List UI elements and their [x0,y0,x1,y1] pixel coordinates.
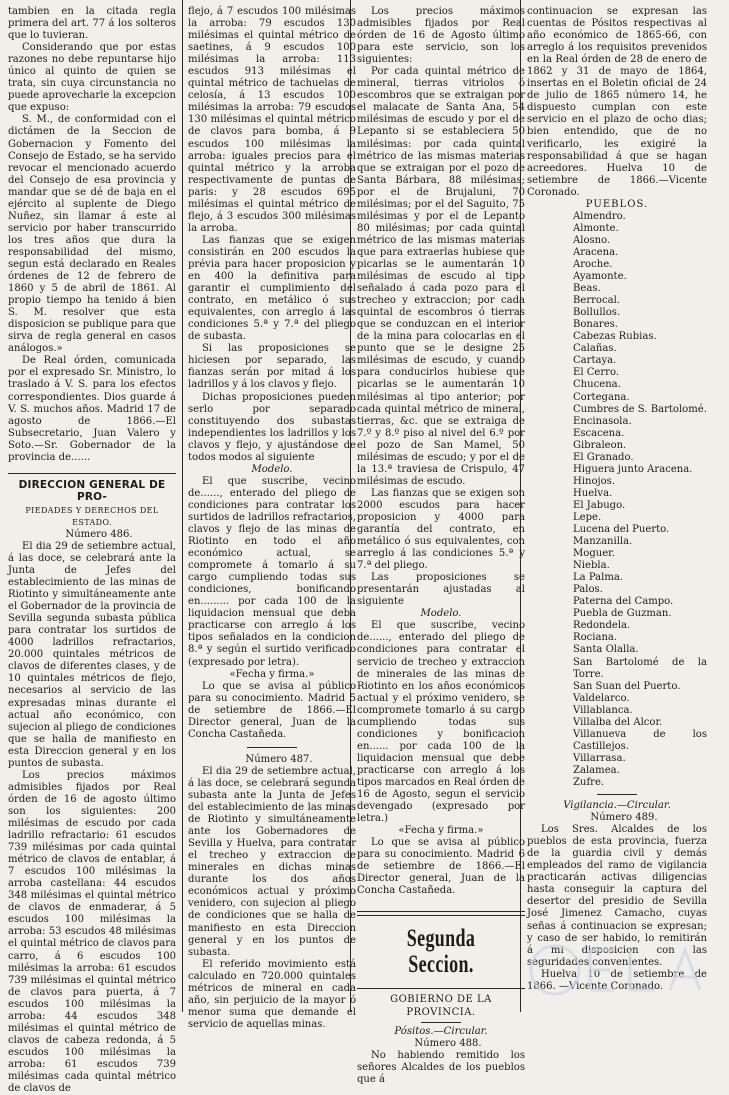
pueblo-item: Cartaya. [573,355,617,367]
pueblo-item: Bollullos. [573,307,621,319]
paragraph: El referido movimiento está calculado en 720.000 quintales métricos de mineral en cada año, sin perjuicio de la mayor ó menor suma que demande el servicio de aquellas minas. [188,958,356,1030]
pueblo-item: Ayamonte. [573,271,627,283]
pueblo-item: Valdelarco. [573,692,630,704]
circular-label: Vigilancia.—Circular. [563,800,671,812]
government-heading: GOBIERNO DE LA PROVINCIA. [390,994,492,1018]
pueblo-item: La Palma. [573,572,624,584]
paragraph: Lo que se avisa al público para su conocimiento. Madrid 5 de setiembre de 1866.—El Director general, Juan de la Concha Castañeda. [188,680,356,740]
pueblo-item: Hinojos. [573,475,616,487]
paragraph: De Real órden, comunicada por el expresado Sr. Ministro, lo traslado á V. S. para los efectos correspondientes. Dios guarde á V. S. muchos años. Madrid 17 de agosto de 1866.—El Subsecretario, Juan Valero y Soto.—Sr. Gobernador de la provincia de...... [8,355,176,463]
divider [421,1022,461,1023]
section-subheading: PIEDADES Y DERECHOS DEL ESTADO. [25,505,159,527]
pueblo-item: Rociana. [573,632,618,644]
divider [357,911,525,916]
paragraph: flejo, á 7 escudos 100 milésimas la arroba: 79 escudos 130 milésimas el quintal métrico de saetines, á 9 escudos 100 milésimas la arroba: 113 escudos 913 milésimas el quintal métrico de tachuelas de celosía, á 13 escudos 100 milésimas la arroba: 79 escudos 130 milésimas el quintal métrico de clavos para bomba, á 9 escudos 100 milésimas la arroba: iguales precios para el quintal métrico y la arroba respectivamente de puntas de paris: y 28 escudos 695 milésimas el quintal métrico de flejo, á 3 escudos 300 milésimas la arroba. [188,6,356,234]
pueblo-item: Encinasola. [573,415,632,427]
pueblo-item: Cumbres de S. Bartolomé. [573,403,707,415]
pueblo-item: Zufre. [573,777,605,788]
model-heading: Modelo. [251,463,293,475]
paragraph: Huelva 10 de setiembre de 1866. —Vicente Coronado. [527,968,707,992]
pueblo-item: Villalba del Alcor. [573,716,663,728]
pueblo-item: Moguer. [573,548,616,560]
pueblo-item: Alosno. [573,234,611,246]
paragraph: Los Sres. Alcaldes de los pueblos de esta provincia, fuerza de la guardia civil y demás empleados del ramo de vigilancia practicarán activas diligencias hasta conseguir la captura del desertor del presidio de Sevilla José Jimenez Camacho, cuyas señas á continuacion se expresan; y caso de ser habido, lo remitirán á mi disposicion con las seguridades convenientes. [527,824,707,968]
paragraph: Los precios máximos admisibles fijados por Real órden de 16 de agosto último son los siguientes: 200 milésimas de escudo por cada ladrillo refractario: 61 escudos 739 milésimas por cada quintal métrico de clavos de entablar, á 7 escudos 100 milésimas la arroba castellana: 44 escudos 348 milésimas el quintal métrico de clavos de enmaderar, á 5 escudos 100 milésimas la arroba: 53 escudos 48 milésimas el quintal métrico de clavos para carro, á 6 escudos 100 milésimas la arroba: 61 escudos 739 milésimas el quintal métrico de clavos para puerta, á 7 escudos 100 milésimas la arroba: 44 escudos 348 milésimas el quintal métrico de clavos de cabeza redonda, á 5 escudos 100 milésimas la arroba: 61 escudos 739 milésimas cada quintal métrico de clavos de [8,769,176,1095]
pueblo-item: Redondela. [573,620,631,632]
pueblo-item: Berrocal. [573,295,621,307]
pueblos-list [527,211,707,789]
pueblo-item: Zalamea. [573,764,620,776]
pueblo-item: Calañas. [573,343,617,355]
paragraph: Lo que se avisa al público para su conocimiento. Madrid 6 de setiembre de 1866.—El Director general, Juan de la Concha Castañeda. [357,837,525,897]
divider [597,794,637,795]
section-title: Segunda Seccion. [406,925,476,979]
divider [357,988,525,989]
pueblo-item: Villarrasa. [573,752,626,764]
paragraph: El que suscribe, vecino de......, enterado del pliego de condiciones para contratar el servicio de trecheo y extraccion de minerales de las minas de Riotinto en los años económicos actual y el próximo venidero, se compromete tomarlo á su cargo cumpliendo todas sus condiciones y bonificacion en...... por cada 100 de la liquidacion mensual que debe practicarse con arreglo á los tipos marcados en Real órden de 16 de Agosto, segun el servicio devengado (expresado por letra.) [357,620,525,825]
column-3 [357,6,525,1086]
signature-line: «Fecha y firma.» [398,825,484,837]
pueblo-item: Huelva. [573,487,613,499]
pueblo-item: Aracena. [573,246,619,258]
paragraph: Las proposiciones se presentarán ajustadas al siguiente [357,572,525,608]
pueblo-item: Palos. [573,584,603,596]
pueblo-item: Villanueva de los Castillejos. [573,728,707,752]
column-4 [527,6,707,993]
column-1 [8,6,176,1095]
pueblo-item: Beas. [573,283,601,295]
pueblo-item: Lepe. [573,511,602,523]
paragraph: Las fianzas que se exigen consistirán en 200 escudos la prévia para hacer proposicion y en 400 la definitiva para garantir el cumplimiento del contrato, en metálico ó sus equivalentes, con arreglo á las condiciones 5.ª y 7.ª del pliego de subasta. [188,234,356,343]
pueblo-item: Almendro. [573,210,626,222]
notice-number: Número 486. [65,528,133,540]
pueblo-item: El Jabugo. [573,499,626,511]
paragraph: El que suscribe, vecino de......, enterado del pliego de condiciones para contratar los surtidos de ladrillos refractarios, clavos y flejo de las minas de Riotinto en todo el año económico actual, se compromete á tomarlo á su cargo cumpliendo todas sus condiciones, bonificando en......... por cada 100 de la liquidacion mensual que deba practicarse con arreglo á los tipos señalados en la condicion 8.ª y según el surtido verificado (expresado por letra). [188,475,356,668]
pueblo-item: Higuera junto Aracena. [573,463,693,475]
paragraph: Las fianzas que se exigen son 2000 escudos para hacer proposicion y 4000 para garantía del contrato, en metálico ó sus equivalentes, con arreglo á las condiciones 5.ª y 7.ª del pliego. [357,487,525,572]
pueblo-item: Gibraleon. [573,439,627,451]
circular-label: Pósitos.—Circular. [394,1025,488,1037]
pueblo-item: Cortegana. [573,391,630,403]
pueblo-item: El Granado. [573,451,634,463]
paragraph: El dia 29 de setiembre actual, á las doce, se celebrará ante la Junta de Jefes del establecimiento de las minas de Riotinto y simultáneamente ante el Gobernador de la provincia de Sevilla segunda subasta pública para contratar los surtidos de 4000 ladrillos refractarios, 20.000 quintales métricos de clavos de diferentes clases, y de 10 quintales métricos de flejo, necesarios al servicio de las expresadas minas durante el actual año económico, con sujecion al pliego de condiciones que se halla de manifiesto en esta Direccion general y en los puntos de subasta. [8,540,176,769]
pueblo-item: Puebla de Guzman. [573,608,672,620]
paragraph: Considerando que por estas razones no debe repuntarse hijo único al quinto de quien se trata, sin cuya circunstancia no puede aprovecharle la excepcion que expuso: [8,42,176,114]
pueblo-item: Bonares. [573,319,618,331]
paragraph: S. M., de conformidad con el dictámen de la Seccion de Gobernacion y Fomento del Consejo de Estado, se ha servido revocar el mencionado acuerdo del Consejo de esa provincia y mandar que se dé de baja en el ejército al suplente de Diego Nuñez, sin llamar á este al servicio por haber transcurrido los tres años que dura la responsabilidad del mismo, segun está declarado en Reales órdenes de 12 de febrero de 1860 y 5 de abril de 1861. Al propio tiempo ha tenido á bien S. M. resolver que esta disposicion se publique para que sirva de regla general en casos análogos.» [8,114,176,355]
paragraph: Por cada quintal métrico de mineral, tierras vitriolos ó escombros que se extraigan por el malacate de Santa Ana, 54 milésimas de escudo y por el de Lepanto si se estableciera 50 milésimas: por cada quintal métrico de las mismas materias que se extraigan por el pozo de Santa Bárbara, 88 milésimas; por el de Brujaluni, 70 milésimas; por el del Saguito, 75 milésimas y por el de Lepanto 80 milésimas; por cada quintal métrico de las mismas materias que para extraerlas hubiese que picarlas se le aumentarán 10 milésimas de escudo al tipo señalado á cada pozo para el trecheo y extraccion; por cada quintal de escombros ó tierras que se conduzcan en el interior de la mina para colocarlas en el punto que se le designe 25 milésimas de escudo, y cuando para conducirlos hubiese que picarlas se le aumentarán 10 milésimas al tipo anterior; por cada quintal métrico de mineral, tierras, &c. que se extraiga de 7.º y 8.º piso al nivel del 6.º por el pozo de San Mamel, 50 milésimas de escudo; y por el de la 13.ª traviesa de Crispulo, 47 milésimas de escudo. [357,66,525,487]
paragraph: Si las proposiciones se hiciesen por separado, las fianzas serán por mitad á los ladrillos y á los clavos y flejo. [188,343,356,391]
column-rule [182,0,183,1012]
divider [247,747,297,748]
paragraph: No habiendo remitido los señores Alcaldes de los pueblos que á [357,1049,525,1085]
column-2 [188,6,356,1031]
notice-number: Número 489. [590,812,658,824]
pueblo-item: San Bartolomé de la Torre. [573,656,707,680]
notice-number: Número 488. [414,1037,482,1049]
pueblo-item: Paterna del Campo. [573,596,674,608]
pueblo-item: Santa Olalla. [573,644,639,656]
paragraph: Dichas proposiciones pueden serlo por separado constituyendo dos subastas independientes los ladrillos y los clavos y flejo, y ajustándose de todos modos al siguiente [188,391,356,463]
pueblo-item: El Cerro. [573,367,620,379]
paragraph: continuacion se expresan las cuentas de Pósitos respectivas al año económico de 1865-66, con arreglo á los requisitos prevenidos en la Real órden de 28 de enero de 1862 y 31 de mayo de 1864, insertas en el Boletin oficial de 24 de julio de 1865 número 14, he dispuesto cumplan con este servicio en el plazo de ocho dias; bien entendido, que de no verificarlo, les exigiré la responsabilidad á que se hagan acreedores. Huelva 10 de setiembre de 1866.—Vicente Coronado. [527,6,707,198]
model-heading: Modelo. [420,608,462,620]
pueblo-item: San Suan del Puerto. [573,680,681,692]
pueblo-item: Niebla. [573,560,610,572]
notice-number: Número 487. [245,753,313,765]
pueblo-item: Villablanca. [573,704,633,716]
paragraph: tambien en la citada regla primera del art. 77 á los solteros que lo tuvieran. [8,6,176,42]
pueblo-item: Almonte. [573,222,619,234]
pueblos-heading: PUEBLOS. [585,198,649,210]
pueblo-item: Aroche. [573,258,613,270]
section-heading: DIRECCION GENERAL DE PRO- [18,478,166,503]
divider [8,473,176,474]
signature-line: «Fecha y firma.» [229,668,315,680]
pueblo-item: Manzanilla. [573,536,633,548]
pueblo-item: Chucena. [573,379,621,391]
paragraph: Los precios máximos admisibles fijados por Real órden de 16 de Agosto último para este servicio, son los siguientes: [357,6,525,66]
paragraph: El dia 29 de setiembre actual, á las doce, se celebrará segunda subasta ante la Junta de Jefes del establecimiento de las minas de Riotinto y simultáneamente ante los Gobernadores de Sevilla y Huelva, para contratar el trecheo y extraccion de minerales en dichas minas durante los dos años económicos actual y próximo venidero, con sujecion al pliego de condiciones que se halla de manifiesto en esta Direccion general y en los puntos de subasta. [188,765,356,958]
pueblo-item: Escacena. [573,427,625,439]
pueblo-item: Lucena del Puerto. [573,524,670,536]
pueblo-item: Cabezas Rubias. [573,331,657,343]
